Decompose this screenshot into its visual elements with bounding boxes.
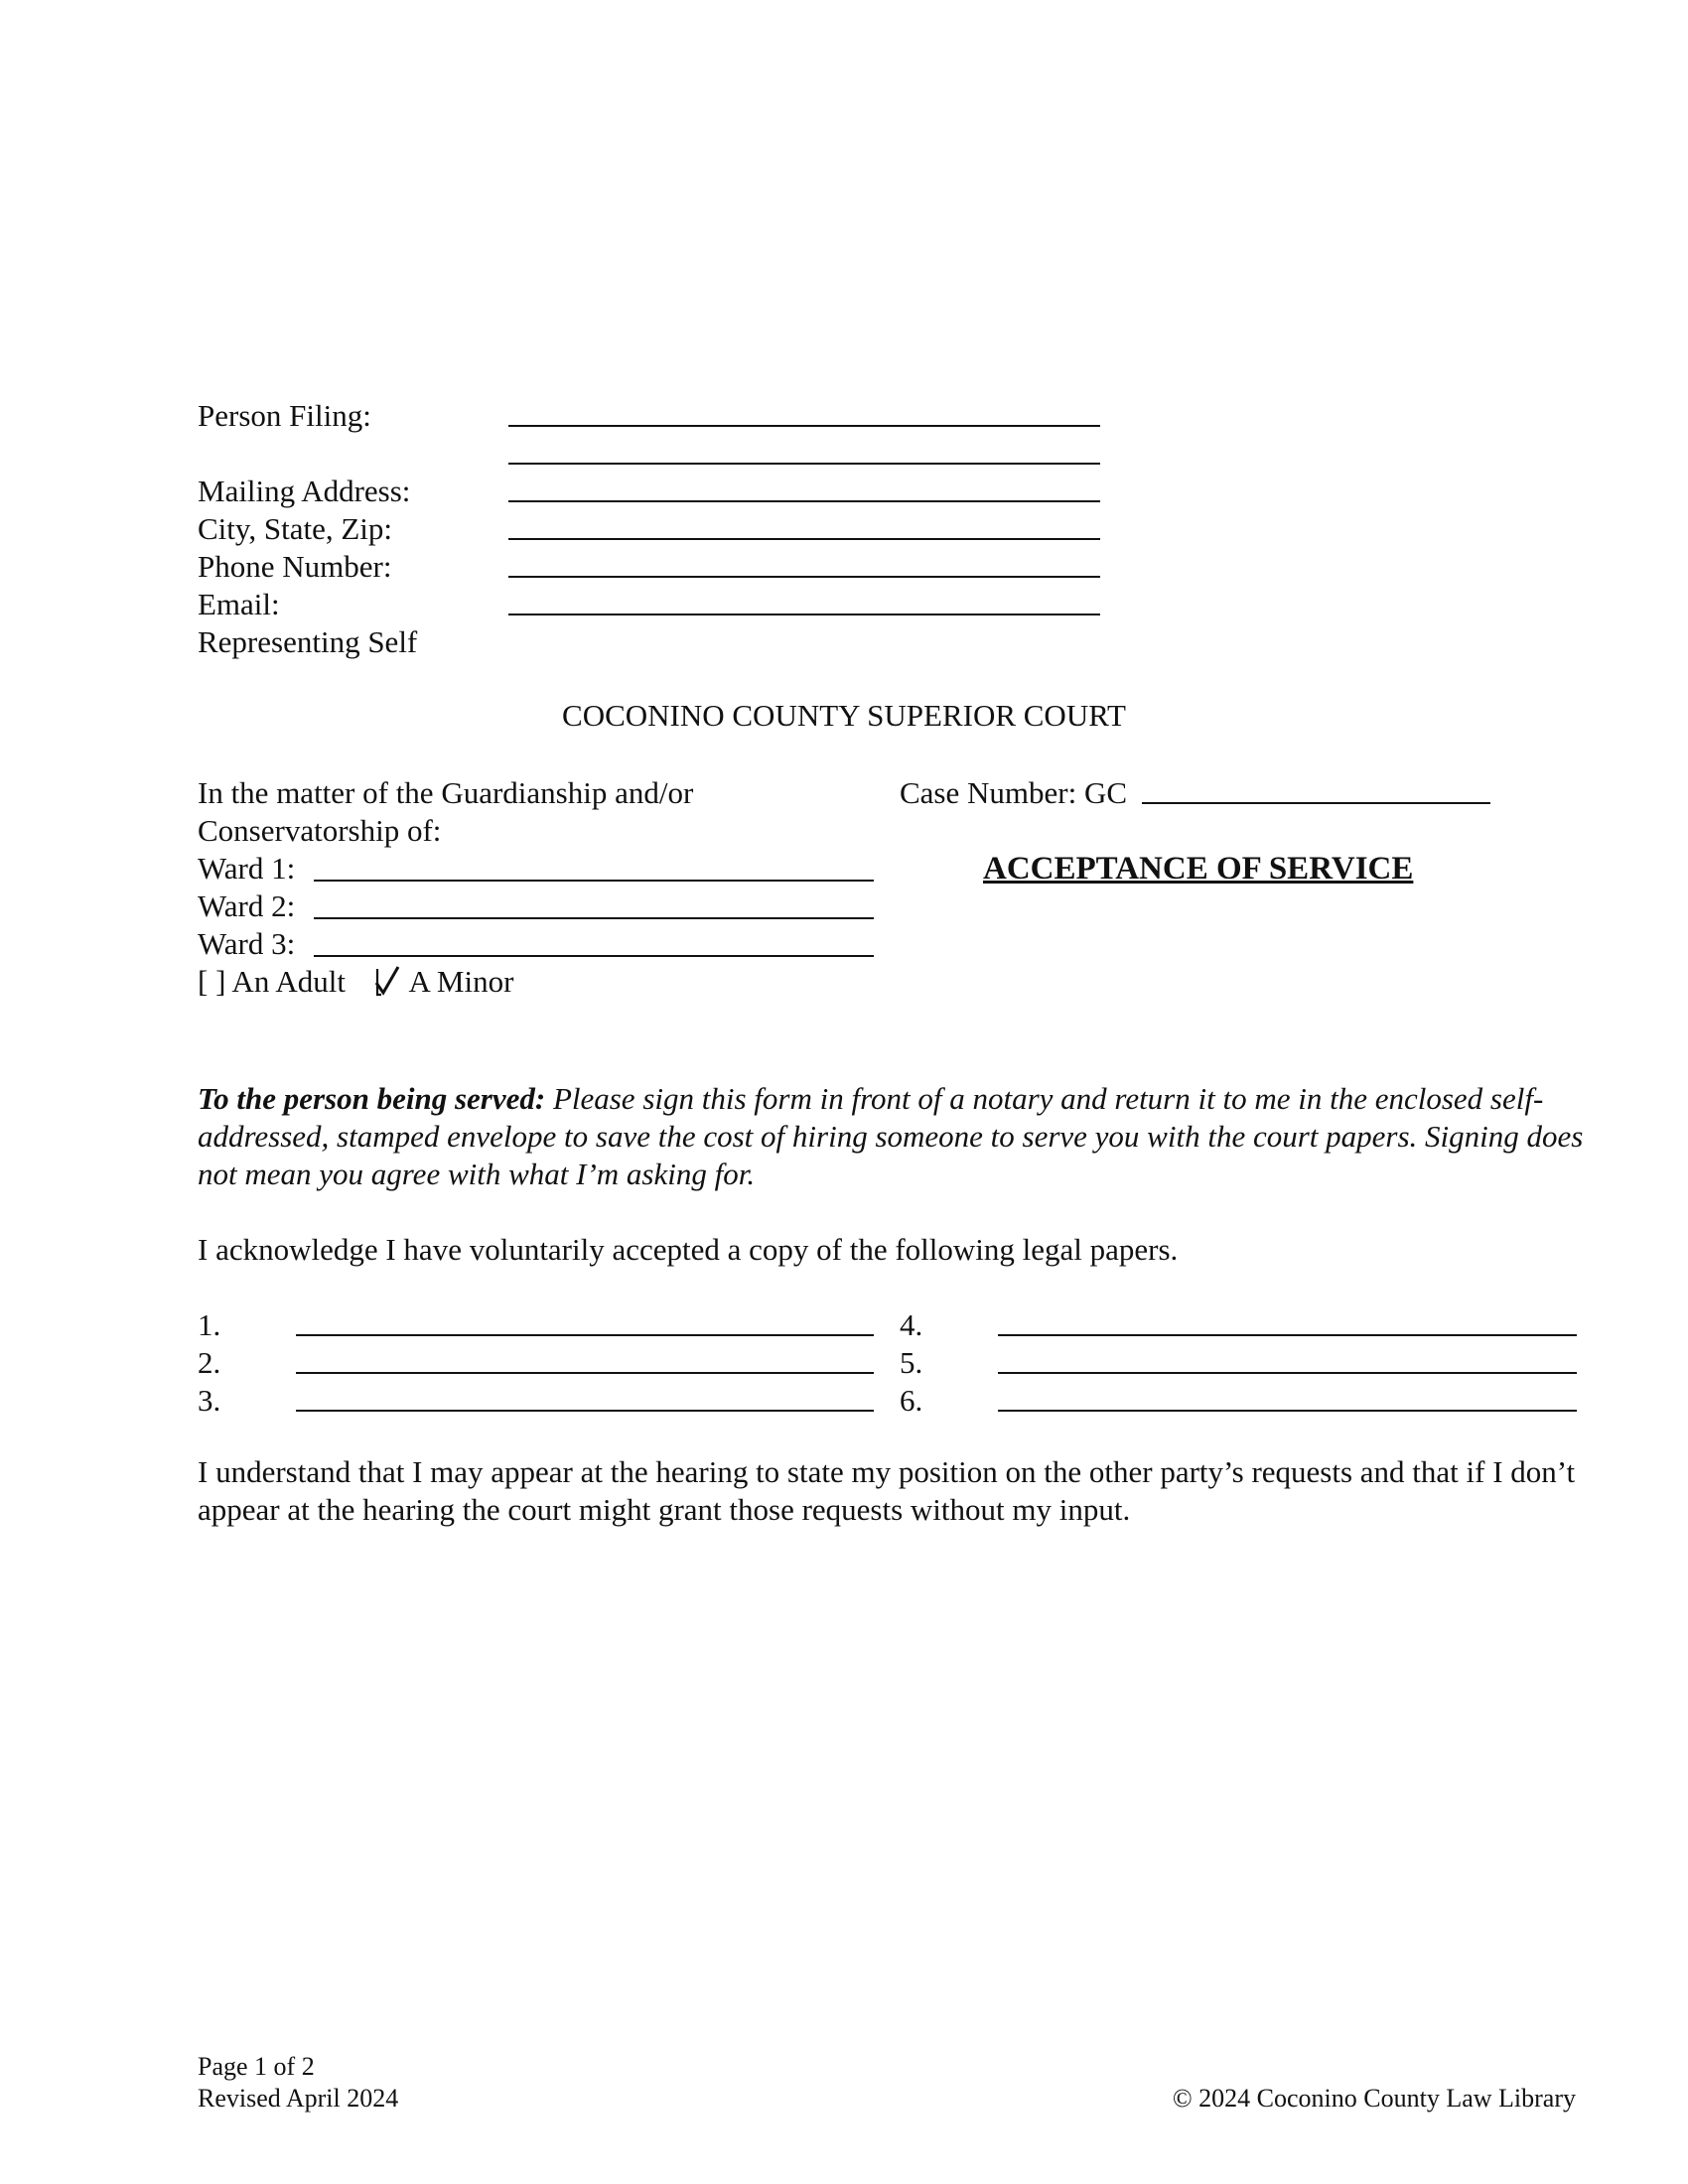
adult-option[interactable]: [ ] An Adult [198,964,346,999]
phone-number-line[interactable] [508,576,1100,578]
paper-4-line[interactable] [998,1334,1577,1336]
understand-text: I understand that I may appear at the hearing to state my position on the other party’s requests and that if I don’t appear at the hearing the court might grant those requests without my input. [198,1454,1576,1527]
acknowledge-text: I acknowledge I have voluntarily accepted a copy of the following legal papers. [198,1232,1179,1267]
paper-3-line[interactable] [296,1410,874,1412]
paper-6-line[interactable] [998,1410,1577,1412]
ward-3-line[interactable] [314,955,874,957]
paper-1-line[interactable] [296,1334,874,1336]
checkmark-icon [374,965,400,997]
person-filing-line-2[interactable] [508,463,1100,465]
paper-5-line[interactable] [998,1372,1577,1374]
adult-minor-row [198,963,513,1001]
mailing-address-line[interactable] [508,500,1100,502]
ward-3-label: Ward 3: [198,926,296,961]
person-filing-line-1[interactable] [508,425,1100,427]
revised-date: Revised April 2024 [198,2084,399,2113]
minor-checkbox[interactable] [374,965,400,997]
paper-4-number: 4. [900,1307,923,1342]
matter-line-1: In the matter of the Guardianship and/or [198,775,694,810]
mailing-address-label: Mailing Address: [198,474,411,508]
paper-2-line[interactable] [296,1372,874,1374]
ward-2-label: Ward 2: [198,888,296,923]
instructions-lead: To the person being served: [198,1081,546,1116]
paper-2-number: 2. [198,1345,221,1380]
case-number-line[interactable] [1142,802,1490,804]
representing-self-label: Representing Self [198,624,418,659]
city-state-zip-label: City, State, Zip: [198,511,393,546]
paper-6-number: 6. [900,1383,923,1418]
paper-1-number: 1. [198,1307,221,1342]
email-line[interactable] [508,614,1100,615]
copyright: © 2024 Coconino County Law Library [1172,2084,1576,2113]
instructions-paragraph [198,1080,1608,1193]
person-filing-label: Person Filing: [198,398,371,433]
matter-line-2: Conservatorship of: [198,813,442,848]
court-name: COCONINO COUNTY SUPERIOR COURT [562,698,1126,733]
paper-5-number: 5. [900,1345,923,1380]
page-number: Page 1 of 2 [198,2052,315,2081]
instructions-body: Please sign this form in front of a notary and return it to me in the enclosed self-addressed, stamped envelope to save the cost of hiring someone to serve you with the court papers. Signing does not mean you agree with what I’m asking for. [198,1081,1584,1191]
ward-1-line[interactable] [314,880,874,882]
document-title: ACCEPTANCE OF SERVICE [983,851,1414,887]
case-number-label: Case Number: GC [900,775,1128,810]
ward-2-line[interactable] [314,917,874,919]
city-state-zip-line[interactable] [508,538,1100,540]
phone-number-label: Phone Number: [198,549,392,584]
email-label: Email: [198,587,280,621]
paper-3-number: 3. [198,1383,221,1418]
ward-1-label: Ward 1: [198,851,296,886]
minor-option: A Minor [408,964,514,999]
